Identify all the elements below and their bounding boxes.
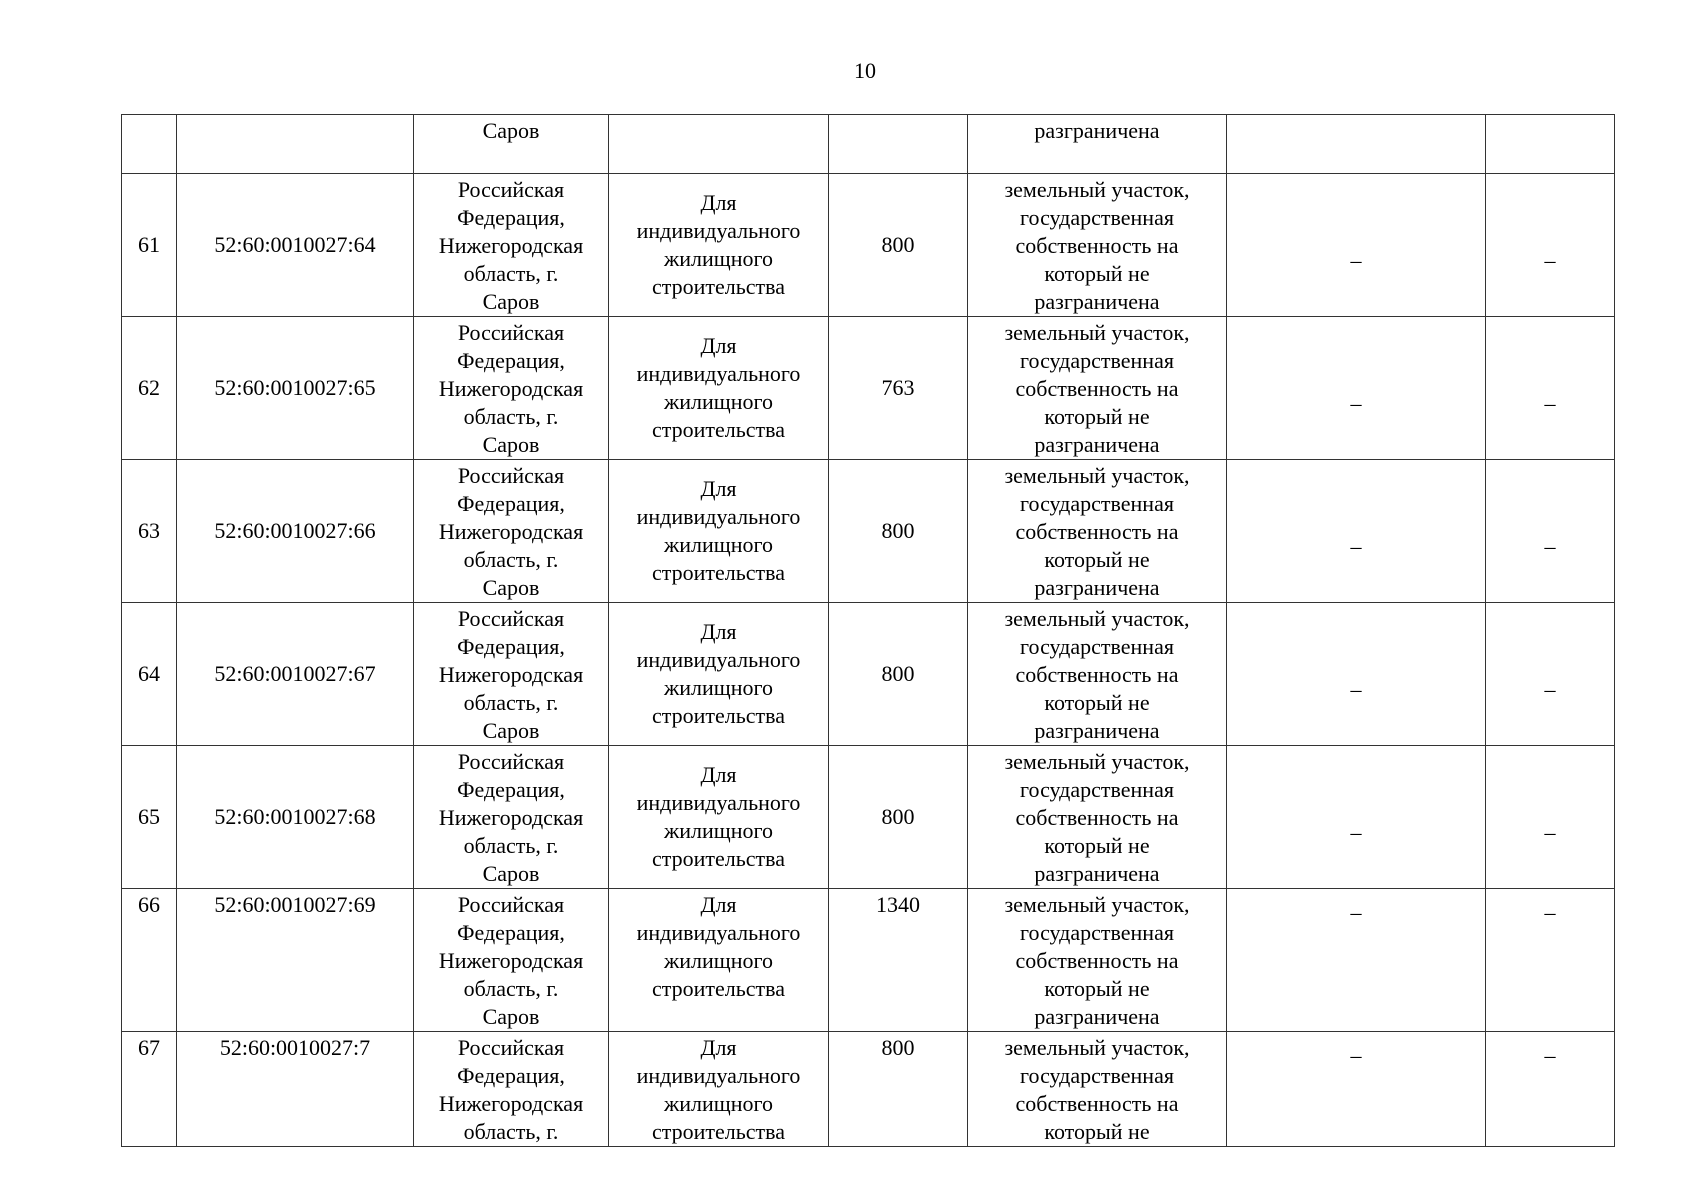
cell-number: 62: [122, 317, 177, 460]
cell-area: 800: [829, 460, 968, 603]
cell-cadastral: 52:60:0010027:69: [177, 889, 414, 1032]
cell-col7: _: [1227, 889, 1486, 1032]
table-row: [122, 889, 1615, 1032]
cell-col8: [1486, 460, 1615, 603]
cell-number: 66: [122, 889, 177, 1032]
dash-mark: _: [1350, 812, 1362, 837]
cell-col8: _: [1486, 889, 1615, 1032]
cell-status: земельный участок, государственная собственность на который не разграничена: [968, 174, 1227, 317]
cell-purpose: [609, 115, 829, 174]
cell-col8: [1486, 115, 1615, 174]
table-row: [122, 603, 1615, 746]
cell-area: 1340: [829, 889, 968, 1032]
dash-mark: _: [1350, 383, 1362, 408]
dash-mark: _: [1544, 669, 1556, 694]
cell-status: разграничена: [968, 115, 1227, 174]
cell-cadastral: 52:60:0010027:66: [177, 460, 414, 603]
cell-address: Российская Федерация, Нижегородская область, г. Саров: [414, 317, 609, 460]
table-row: [122, 1032, 1615, 1147]
cell-purpose: Для индивидуального жилищного строительства: [609, 1032, 829, 1147]
cell-cadastral: 52:60:0010027:68: [177, 746, 414, 889]
cell-purpose: Для индивидуального жилищного строительства: [609, 746, 829, 889]
cell-address: Российская Федерация, Нижегородская область, г. Саров: [414, 603, 609, 746]
cell-status: земельный участок, государственная собственность на который не разграничена: [968, 889, 1227, 1032]
table-row: [122, 174, 1615, 317]
cell-area: [829, 115, 968, 174]
dash-mark: _: [1350, 526, 1362, 551]
cell-status: земельный участок, государственная собственность на который не разграничена: [968, 460, 1227, 603]
cell-col8: [1486, 174, 1615, 317]
cell-col7: [1227, 603, 1486, 746]
cell-area: 800: [829, 174, 968, 317]
cell-col7: [1227, 746, 1486, 889]
cell-number: 61: [122, 174, 177, 317]
cell-address: Российская Федерация, Нижегородская область, г. Саров: [414, 889, 609, 1032]
dash-mark: _: [1544, 812, 1556, 837]
cell-col7: [1227, 460, 1486, 603]
cell-purpose: Для индивидуального жилищного строительства: [609, 174, 829, 317]
land-plots-table: [121, 114, 1615, 1147]
cell-address: Саров: [414, 115, 609, 174]
cell-status: земельный участок, государственная собственность на который не: [968, 1032, 1227, 1147]
cell-area: 763: [829, 317, 968, 460]
cell-status: земельный участок, государственная собственность на который не разграничена: [968, 603, 1227, 746]
cell-area: 800: [829, 1032, 968, 1147]
table-row: [122, 746, 1615, 889]
table-row: [122, 317, 1615, 460]
cell-address: Российская Федерация, Нижегородская область, г. Саров: [414, 746, 609, 889]
dash-mark: _: [1544, 383, 1556, 408]
cell-status: земельный участок, государственная собственность на который не разграничена: [968, 317, 1227, 460]
cell-purpose: Для индивидуального жилищного строительства: [609, 317, 829, 460]
table-row: [122, 460, 1615, 603]
cell-purpose: Для индивидуального жилищного строительства: [609, 460, 829, 603]
cell-col7: [1227, 174, 1486, 317]
cell-col8: _: [1486, 1032, 1615, 1147]
dash-mark: _: [1544, 526, 1556, 551]
continuation-row: [122, 115, 1615, 174]
cell-col8: [1486, 317, 1615, 460]
dash-mark: _: [1350, 669, 1362, 694]
cell-col7: [1227, 115, 1486, 174]
cell-number: 64: [122, 603, 177, 746]
cell-cadastral: 52:60:0010027:67: [177, 603, 414, 746]
cell-purpose: Для индивидуального жилищного строительства: [609, 603, 829, 746]
cell-status: земельный участок, государственная собственность на который не разграничена: [968, 746, 1227, 889]
cell-cadastral: 52:60:0010027:65: [177, 317, 414, 460]
cell-number: 65: [122, 746, 177, 889]
page-number: 10: [854, 58, 876, 83]
cell-cadastral: 52:60:0010027:64: [177, 174, 414, 317]
dash-mark: _: [1350, 240, 1362, 265]
cell-col7: [1227, 317, 1486, 460]
dash-mark: _: [1544, 240, 1556, 265]
cell-area: 800: [829, 603, 968, 746]
cell-number: 63: [122, 460, 177, 603]
cell-col8: [1486, 746, 1615, 889]
cell-address: Российская Федерация, Нижегородская область, г. Саров: [414, 174, 609, 317]
cell-area: 800: [829, 746, 968, 889]
cell-col7: _: [1227, 1032, 1486, 1147]
cell-purpose: Для индивидуального жилищного строительства: [609, 889, 829, 1032]
cell-number: [122, 115, 177, 174]
cell-cadastral: [177, 115, 414, 174]
cell-col8: [1486, 603, 1615, 746]
cell-number: 67: [122, 1032, 177, 1147]
cell-address: Российская Федерация, Нижегородская область, г.: [414, 1032, 609, 1147]
cell-address: Российская Федерация, Нижегородская область, г. Саров: [414, 460, 609, 603]
cell-cadastral: 52:60:0010027:7: [177, 1032, 414, 1147]
